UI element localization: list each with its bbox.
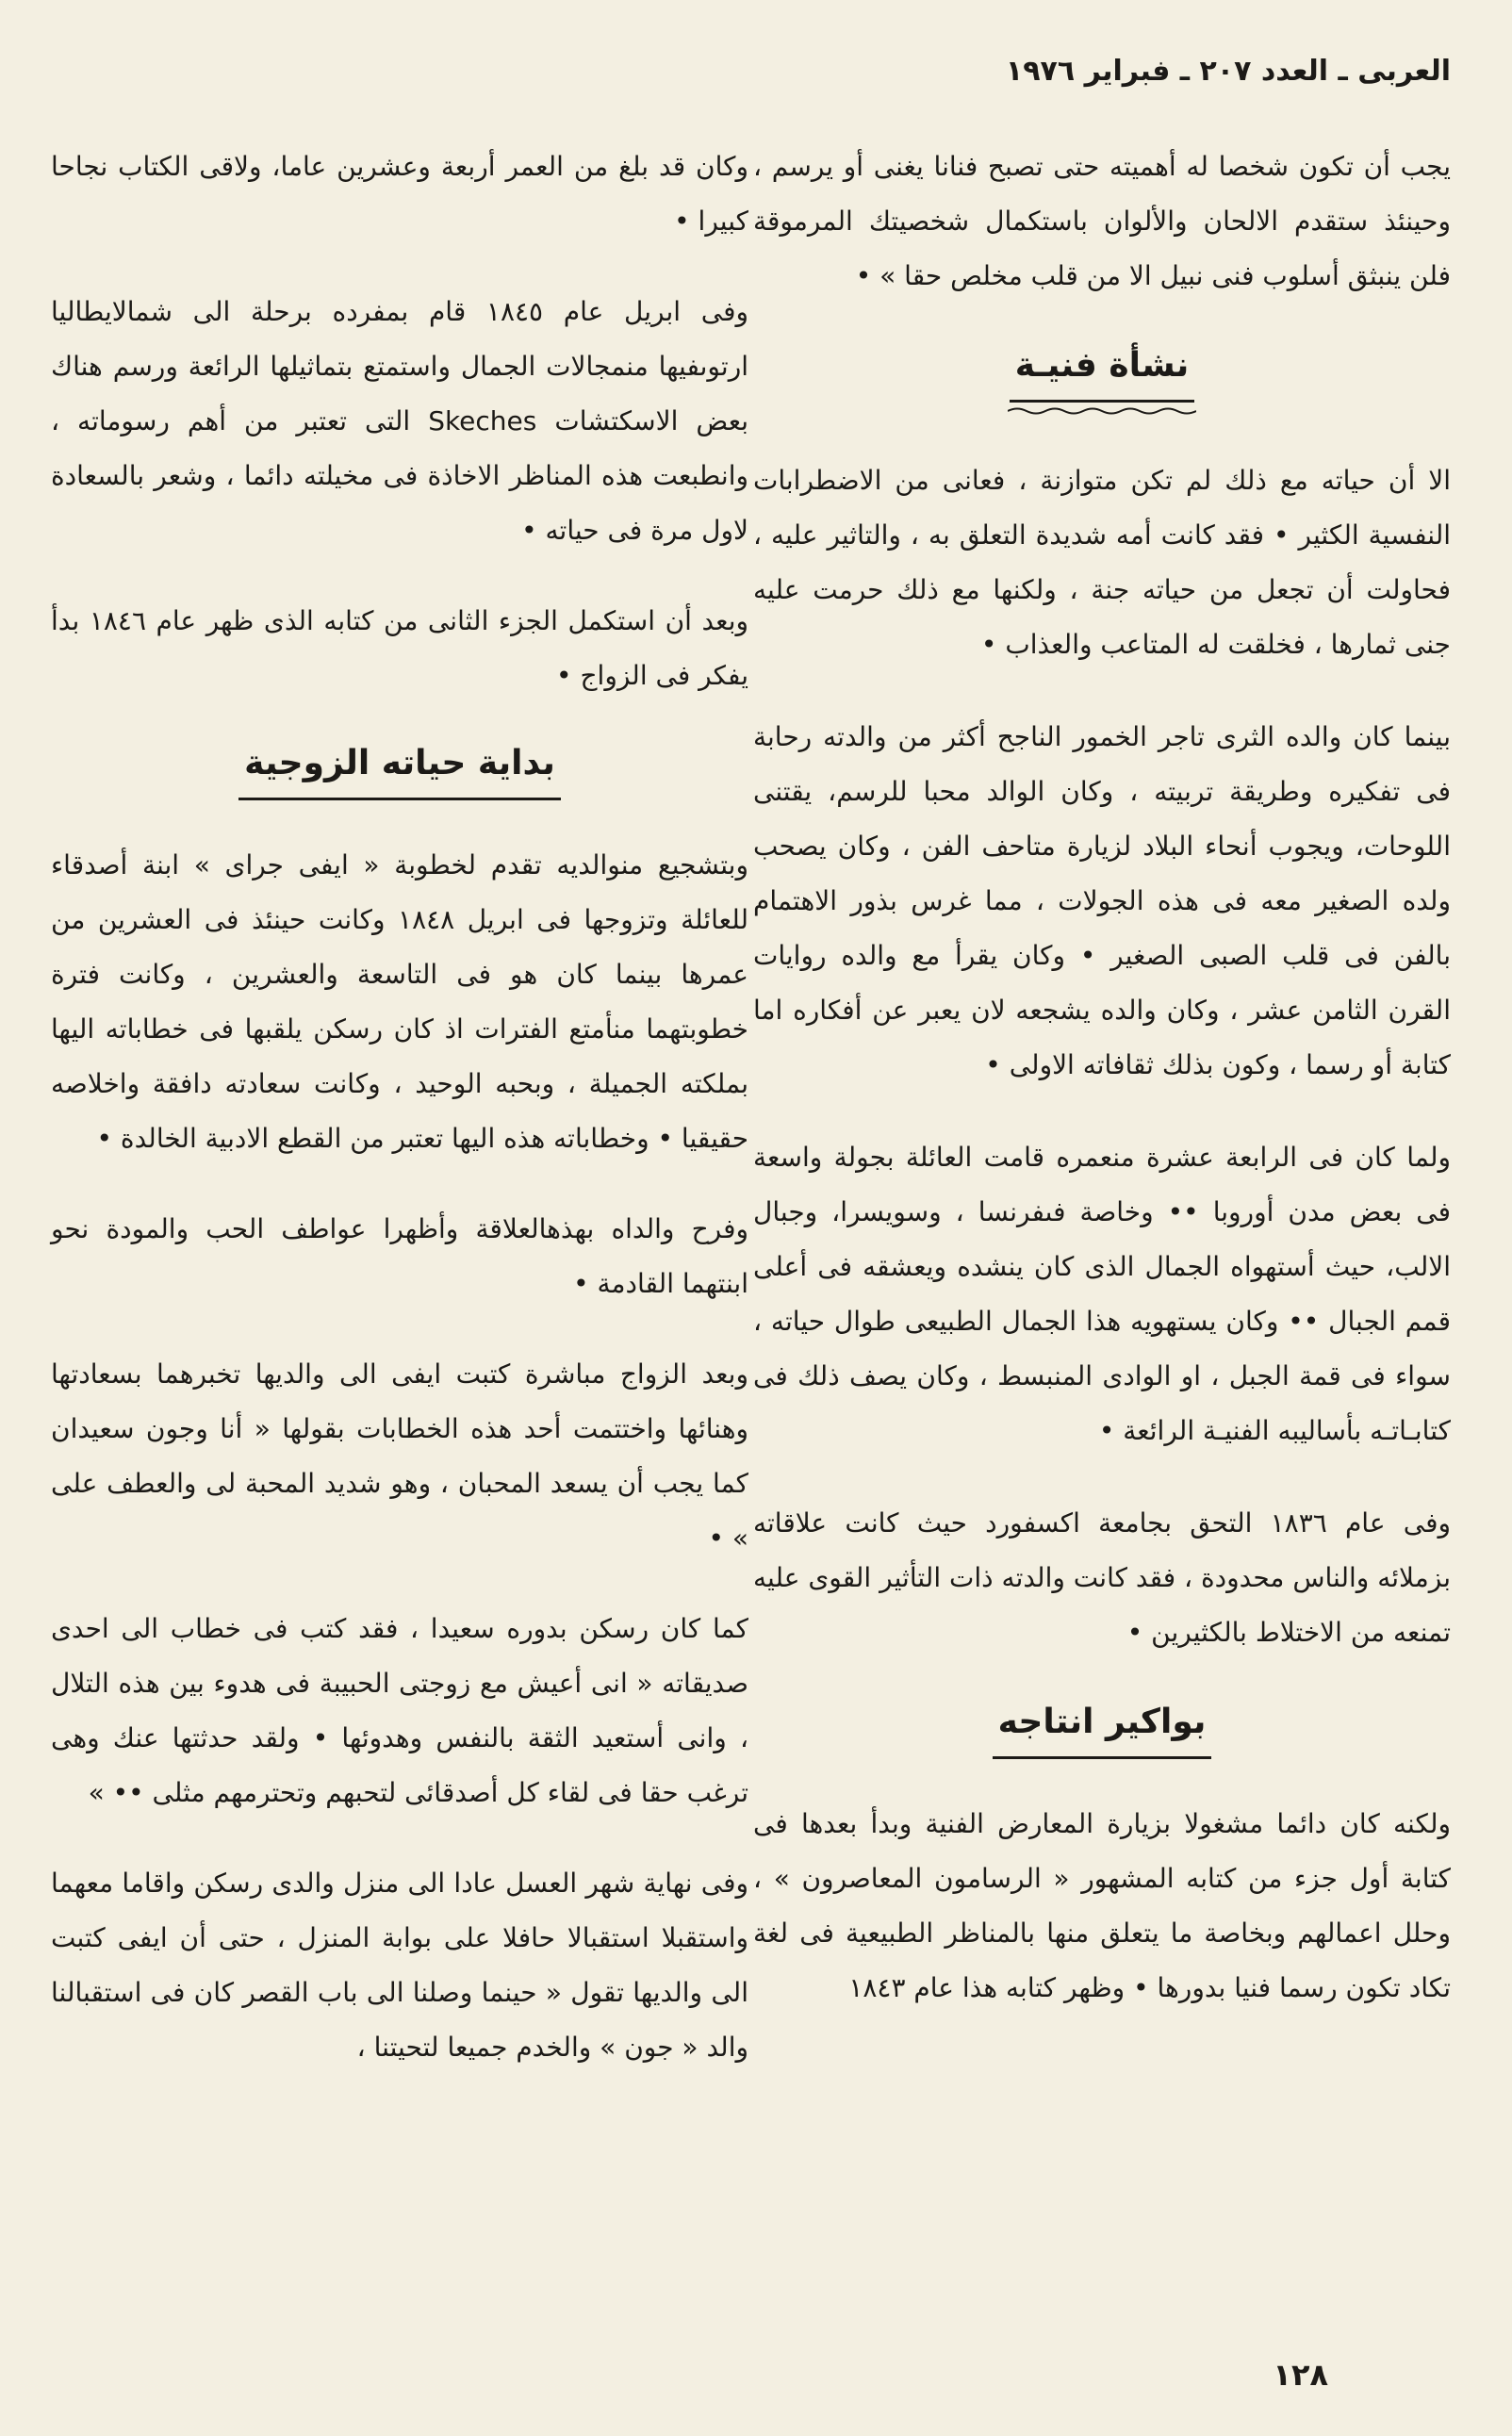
paragraph: وبعد أن استكمل الجزء الثانى من كتابه الذى ظهر عام ١٨٤٦ بدأ يفكر فى الزواج •: [51, 605, 749, 691]
paragraph: وفرح والداه بهذهالعلاقة وأظهرا عواطف الحب والمودة نحو ابنتهما القادمة •: [51, 1213, 748, 1299]
section-heading: بداية حياته الزوجية: [238, 739, 561, 800]
paragraph: ولما كان فى الرابعة عشرة منعمره قامت العائلة بجولة واسعة فى بعض مدن أوروبا •• وخاصة فىفرنسا ، وسويسرا، وجبال الالب، حيث أستهواه الجمال الذى كان ينشده ويعشقه فى أعلى قمم الجبال •• وكان يستهويه هذا الجمال الطبيعى طوال حياته ، سواء فى قمة الجبل ، او الوادى المنبسط ، وكان يصف ذلك فى كتابـاتـه بأساليبه الفنيـة الرائعة •: [753, 1142, 1451, 1446]
section-heading: نشأة فنيـة: [1010, 341, 1195, 403]
paragraph: وفى ابريل عام ١٨٤٥ قام بمفرده برحلة الى شمالايطاليا ارتوىفيها منمجالات الجمال واستمتع بتماثيلها الرائعة ورسم هناك بعض الاسكتشات Skeches التى تعتبر من أهم رسوماته ، وانطبعت هذه المناظر الاخاذة فى مخيلته دائما ، وشعر بالسعادة لاول مرة فى حياته •: [51, 296, 748, 546]
paragraph: الا أن حياته مع ذلك لم تكن متوازنة ، فعانى من الاضطرابات النفسية الكثير • فقد كانت أمه شديدة التعلق به ، والتاثير عليه ، فحاولت أن تجعل من حياته جنة ، ولكنها مع ذلك حرمت عليه جنى ثمارها ، فخلقت له المتاعب والعذاب •: [753, 465, 1451, 660]
section-heading: بواكير انتاجه: [993, 1698, 1212, 1759]
paragraph: وبعد الزواج مباشرة كتبت ايفى الى والديها تخبرهما بسعادتها وهنائها واختتمت أحد هذه الخطابات بقولها « أنا وجون سعيدان كما يجب أن يسعد المحبان ، وهو شديد المحبة لى والعطف على » •: [51, 1358, 748, 1554]
paragraph: وكان قد بلغ من العمر أربعة وعشرين عاما، ولاقى الكتاب نجاحا كبيرا •: [51, 151, 748, 237]
running-head: العربى ـ العدد ٢٠٧ ـ فبراير ١٩٧٦: [1005, 55, 1451, 88]
section-heading-block: [753, 341, 1451, 416]
left-column: [51, 140, 748, 2111]
page-number: ١٢٨: [1273, 2357, 1328, 2393]
section-heading-block: [51, 739, 748, 800]
paragraph: وفى عام ١٨٣٦ التحق بجامعة اكسفورد حيث كانت علاقاته بزملائه والناس محدودة ، فقد كانت والدته ذات التأثير القوى عليه تمنعه من الاختلاط بالكثيرين •: [753, 1507, 1452, 1648]
wavy-underline-ornament: [1008, 406, 1196, 416]
section-heading-block: [753, 1698, 1451, 1759]
paragraph: ولكنه كان دائما مشغولا بزيارة المعارض الفنية وبدأ بعدها فى كتابة أول جزء من كتابه المشهور « الرسامون المعاصرون » ، وحلل اعمالهم وبخاصة ما يتعلق منها بالمناظر الطبيعية فى لغة تكاد تكون رسما فنيا بدورها • وظهر كتابه هذا عام ١٨٤٣: [753, 1808, 1451, 2003]
paragraph: وبتشجيع منوالديه تقدم لخطوبة « ايفى جراى » ابنة أصدقاء للعائلة وتزوجها فى ابريل ١٨٤٨ وكانت حينئذ فى العشرين من عمرها بينما كان هو فى التاسعة والعشرين ، وكانت فترة خطوبتهما منأمتع الفترات اذ كان رسكن يلقبها فى خطاباته اليها بملكته الجميلة ، وبحبه الوحيد ، وكانت سعادته دافقة واخلاصه حقيقيا • وخطاباته هذه اليها تعتبر من القطع الادبية الخالدة •: [51, 849, 748, 1154]
right-column: [753, 140, 1451, 2053]
paragraph: كما كان رسكن بدوره سعيدا ، فقد كتب فى خطاب الى احدى صديقاته « انى أعيش مع زوجتى الحبيبة فى هدوء بين هذه التلال ، وانى أستعيد الثقة بالنفس وهدوئها • ولقد حدثتها عنك وهى ترغب حقا فى لقاء كل أصدقائى لتحبهم وتحترمهم مثلى •• »: [51, 1613, 748, 1808]
paragraph: بينما كان والده الثرى تاجر الخمور الناجح أكثر من والدته رحابة فى تفكيره وطريقة تربيته ، وكان الوالد محبا للرسم، يقتنى اللوحات، ويجوب أنحاء البلاد لزيارة متاحف الفن ، وكان يصحب ولده الصغير معه فى هذه الجولات ، مما غرس بذور الاهتمام بالفن فى قلب الصبى الصغير • وكان يقرأ مع والده روايات القرن الثامن عشر ، وكان والده يشجعه لان يعبر عن أفكاره اما كتابة أو رسما ، وكون بذلك ثقافاته الاولى •: [753, 721, 1451, 1080]
paragraph: يجب أن تكون شخصا له أهميته حتى تصبح فنانا يغنى أو يرسم ، وحينئذ ستقدم الالحان والألوان باستكمال شخصيتك المرموقة فلن ينبثق أسلوب فنى نبيل الا من قلب مخلص حقا » •: [753, 151, 1451, 291]
paragraph: وفى نهاية شهر العسل عادا الى منزل والدى رسكن واقاما معهما واستقبلا استقبالا حافلا على بوابة المنزل ، حتى أن ايفى كتبت الى والديها تقول « حينما وصلنا الى باب القصر كان فى استقبالنا والد « جون » والخدم جميعا لتحيتنا ،: [51, 1868, 748, 2063]
